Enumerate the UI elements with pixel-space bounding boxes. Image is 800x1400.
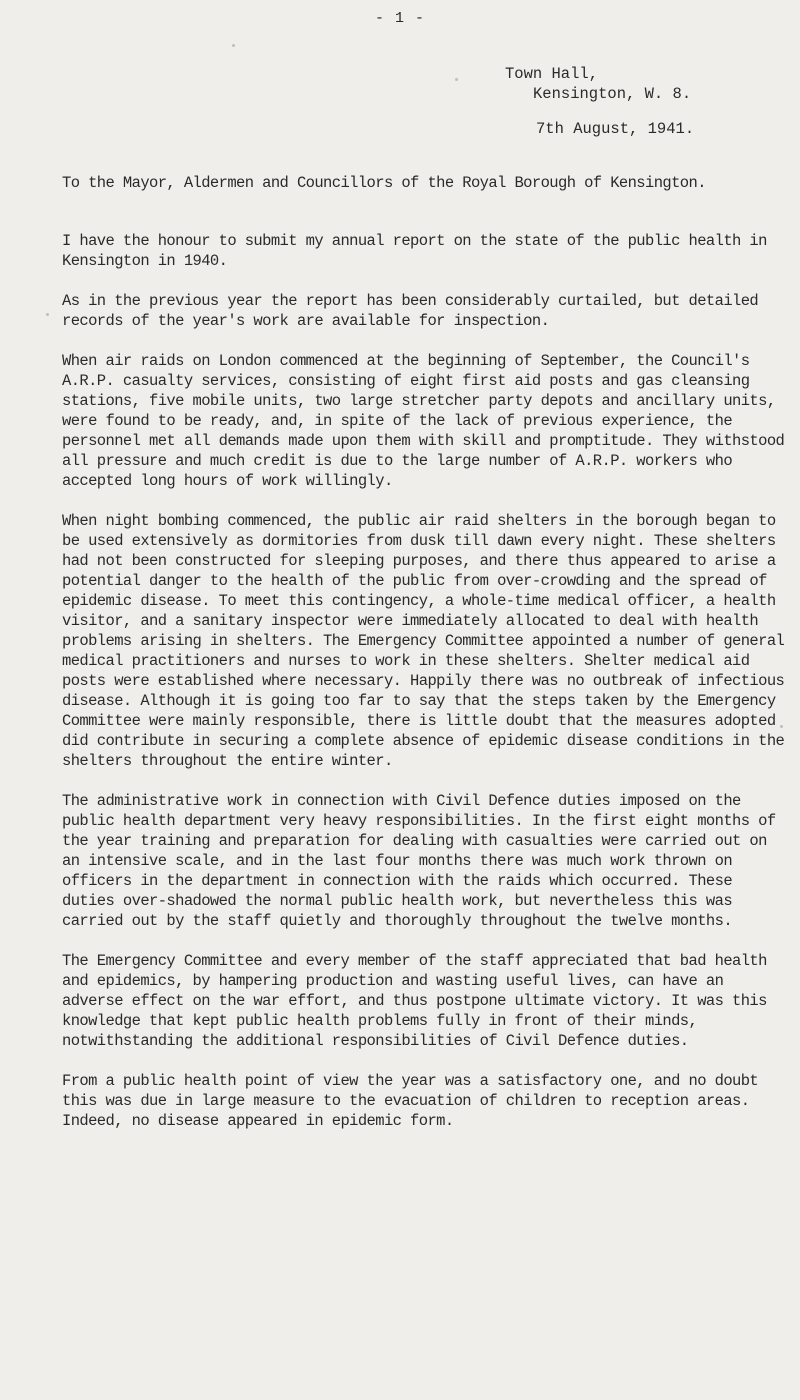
paragraph-7: From a public health point of view the year was a satisfactory one, and no doubt this was due in large measure to the evacuation of children to reception areas. Indeed, no disease appeared in epidemic form. [62, 1072, 759, 1130]
address-line-2: Kensington, W. 8. [533, 85, 692, 103]
page-number: - 1 - [374, 10, 425, 27]
salutation: To the Mayor, Aldermen and Councillors of the Royal Borough of Kensington. [62, 174, 706, 192]
scan-speck [232, 44, 235, 47]
letter-date: 7th August, 1941. [536, 120, 695, 138]
paragraph-3: When air raids on London commenced at the beginning of September, the Council's A.R.P. casualty services, consisting of eight first aid posts and gas cleansing stations, five mobile units, two large stretcher party depots and ancillary units, were found to be ready, and, in spite of the lack of previous experience, the personnel met all demands made upon them with skill and promptitude. They withstood all pressure and much credit is due to the large number of A.R.P. workers who accepted long hours of work willingly. [62, 352, 785, 490]
paragraph-2: As in the previous year the report has been considerably curtailed, but detailed records of the year's work are available for inspection. [62, 292, 759, 330]
scan-speck [46, 313, 49, 316]
paragraph-4: When night bombing commenced, the public air raid shelters in the borough began to be used extensively as dormitories from dusk till dawn every night. These shelters had not been constructed for sleeping purposes, and there thus appeared to arise a potential danger to the health of the public from over-crowding and the spread of epidemic disease. To meet this contingency, a whole-time medical officer, a health visitor, and a sanitary inspector were immediately allocated to deal with health problems arising in shelters. The Emergency Committee appointed a number of general medical practitioners and nurses to work in these shelters. Shelter medical aid posts were established where necessary. Happily there was no outbreak of infectious disease. Although it is going too far to say that the steps taken by the Emergency Committee were mainly responsible, there is little doubt that the measures adopted did contribute in securing a complete absence of epidemic disease conditions in the shelters throughout the entire winter. [62, 512, 785, 770]
paragraph-1: I have the honour to submit my annual report on the state of the public health in Kensington in 1940. [62, 232, 767, 270]
paragraph-5: The administrative work in connection with Civil Defence duties imposed on the public health department very heavy responsibilities. In the first eight months of the year training and preparation for dealing with casualties were carried out on an intensive scale, and in the last four months there was much work thrown on officers in the department in connection with the raids which occurred. These duties over-shadowed the normal public health work, but nevertheless this was carried out by the staff quietly and thoroughly throughout the twelve months. [62, 792, 776, 930]
scan-speck [780, 725, 783, 728]
paragraph-6: The Emergency Committee and every member of the staff appreciated that bad health and epidemics, by hampering production and wasting useful lives, can have an adverse effect on the war effort, and thus postpone ultimate victory. It was this knowledge that kept public health problems fully in front of their minds, notwithstanding the additional responsibilities of Civil Defence duties. [62, 952, 767, 1050]
sender-address [505, 64, 691, 104]
address-line-1: Town Hall, [505, 65, 599, 83]
scan-speck [455, 78, 458, 81]
letter-body [62, 173, 792, 1151]
